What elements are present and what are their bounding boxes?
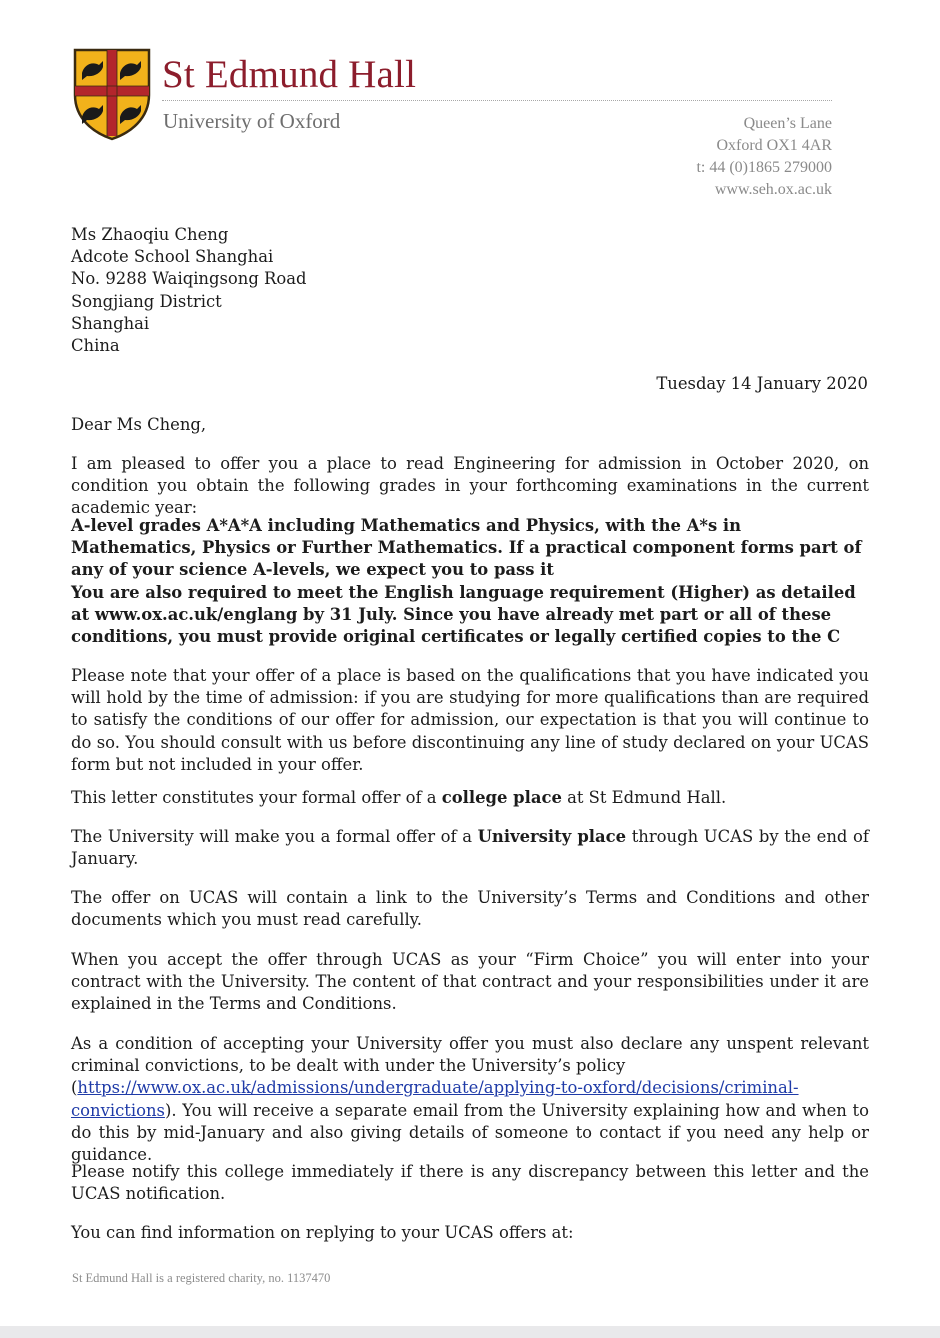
text-span: (	[71, 1078, 78, 1098]
text-span: The University will make you a formal offer of a	[71, 827, 478, 846]
offer-conditions	[71, 515, 869, 648]
address-street: Queen’s Lane	[743, 115, 832, 132]
text-span: As a condition of accepting your University offer you must also declare any unspent relevant criminal convictions, to be dealt with under the University’s policy	[71, 1034, 869, 1076]
firm-choice-paragraph: When you accept the offer through UCAS as your “Firm Choice” you will enter into your contract with the University. The content of that contract and your responsibilities under it are explained in the Terms and Conditions.	[71, 950, 869, 1014]
recipient-city: Shanghai	[71, 313, 150, 333]
grade-conditions: A-level grades A*A*A including Mathematics and Physics, with the A*s in Mathematics, Physics or Further Mathematics. If a practical component forms part of any of your science A-levels, we expect you to pass it	[71, 516, 862, 580]
text-span: This letter constitutes your formal offer of a	[71, 788, 442, 807]
college-name: St Edmund Hall	[162, 53, 417, 96]
replying-paragraph: You can find information on replying to your UCAS offers at:	[71, 1223, 574, 1242]
university-name: University of Oxford	[163, 109, 341, 133]
college-address	[696, 113, 832, 201]
page-bottom-edge	[0, 1326, 940, 1338]
address-website: www.seh.ox.ac.uk	[714, 181, 832, 198]
recipient-district: Songjiang District	[71, 291, 222, 311]
address-phone: t: 44 (0)1865 279000	[696, 159, 832, 176]
qualifications-note: Please note that your offer of a place is based on the qualifications that you have indicated you will hold by the time of admission: if you are studying for more qualifications than are required to satisfy the conditions of our offer for admission, our expectation is that you will continue to do so. You should consult with us before discontinuing any line of study declared on your UCAS form but not included in your offer.	[71, 666, 869, 774]
college-offer-paragraph	[71, 787, 869, 809]
criminal-convictions-link[interactable]: https://www.ox.ac.uk/admissions/undergraduate/applying-to-oxford/decisions/criminal-	[77, 1078, 799, 1098]
terms-paragraph: The offer on UCAS will contain a link to the University’s Terms and Conditions and other documents which you must read carefully.	[71, 888, 869, 930]
recipient-name: Ms Zhaoqiu Cheng	[71, 225, 229, 244]
text-span: ). You will receive a separate email from the University explaining how and when to do this by mid-January and also giving details of someone to contact if you need any help or guidance.	[71, 1100, 869, 1165]
criminal-convictions-paragraph	[71, 1033, 869, 1166]
college-crest-logo	[72, 47, 152, 141]
salutation: Dear Ms Cheng,	[71, 415, 207, 434]
recipient-school: Adcote School Shanghai	[71, 247, 274, 267]
recipient-address	[71, 224, 869, 357]
recipient-country: China	[71, 336, 120, 356]
letter-date: Tuesday 14 January 2020	[656, 374, 868, 393]
recipient-street: No. 9288 Waiqingsong Road	[71, 269, 307, 289]
offer-paragraph: I am pleased to offer you a place to read Engineering for admission in October 2020, on condition you obtain the following grades in your forthcoming examinations in the current academic year:	[71, 454, 869, 518]
english-requirement: You are also required to meet the English language requirement (Higher) as detailed at www.ox.ac.uk/englang by 31 July. Since you have already met part or all of these conditions, you must provide original certificates or legally certified copies to the C	[71, 582, 856, 647]
text-span: at St Edmund Hall.	[561, 788, 727, 807]
university-offer-paragraph	[71, 826, 869, 870]
discrepancy-paragraph: Please notify this college immediately if there is any discrepancy between this letter and the UCAS notification.	[71, 1162, 869, 1204]
college-place-bold: college place	[441, 788, 562, 807]
header-divider	[162, 100, 832, 101]
criminal-convictions-link-cont[interactable]: convictions	[71, 1100, 165, 1120]
text-span: through UCAS by the end of January.	[71, 827, 869, 869]
university-place-bold: University place	[477, 827, 627, 846]
address-city: Oxford OX1 4AR	[716, 137, 832, 154]
charity-footer: St Edmund Hall is a registered charity, no. 1137470	[72, 1271, 331, 1285]
